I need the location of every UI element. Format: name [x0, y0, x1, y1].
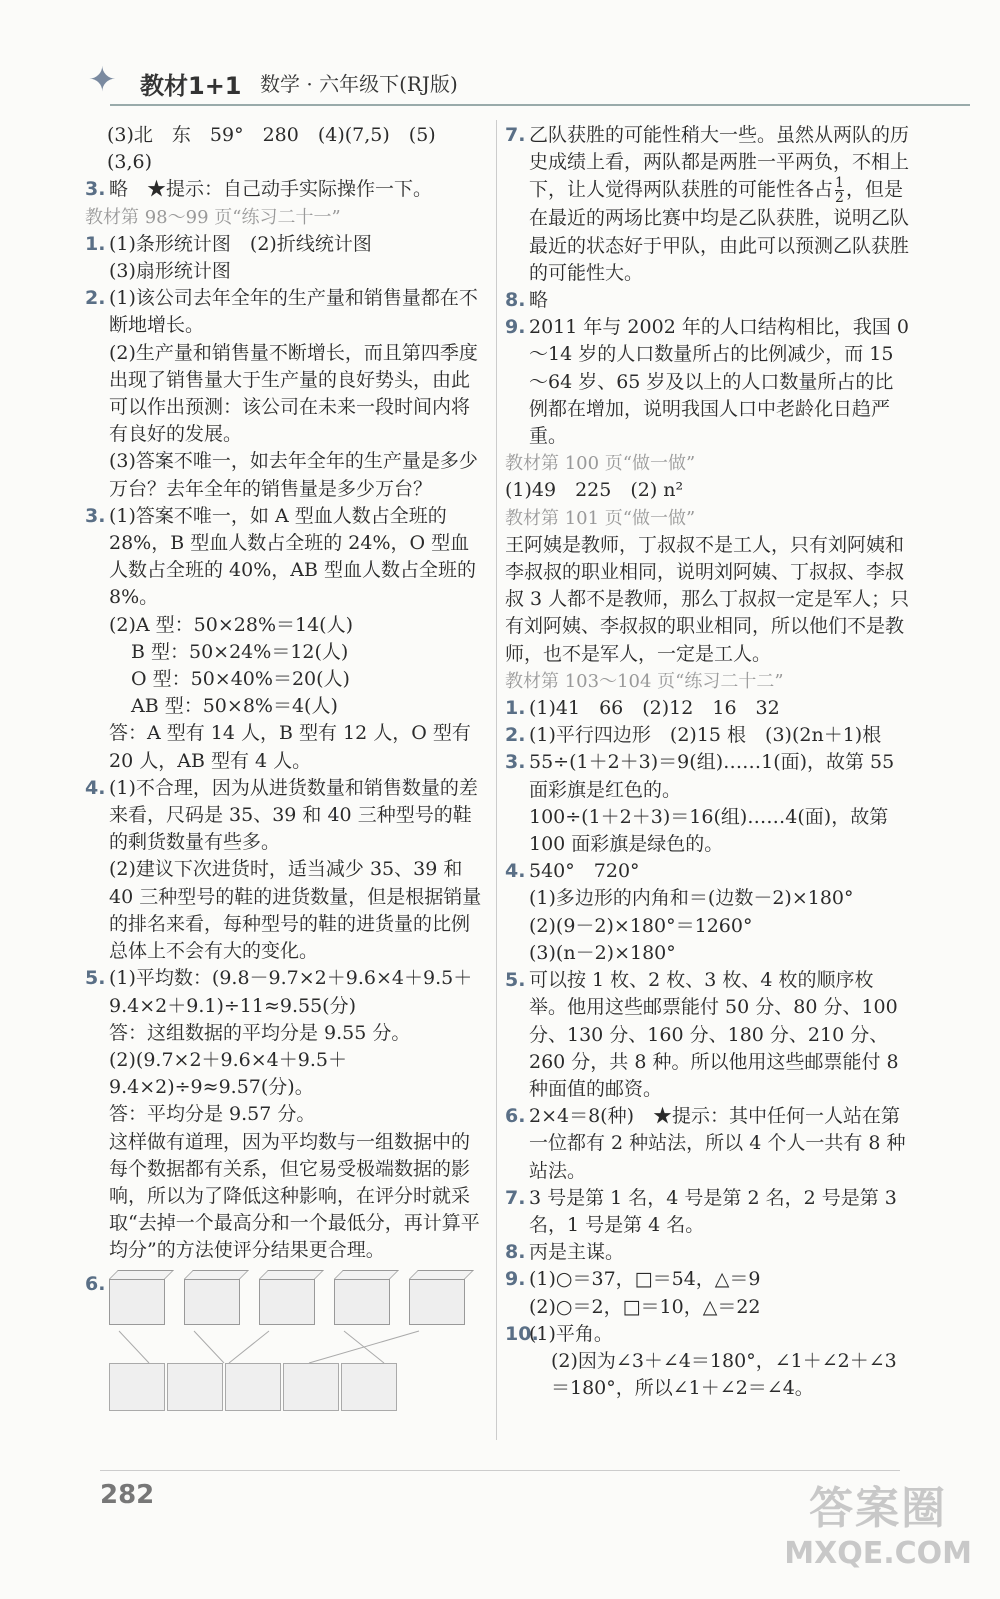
cube-net-shape: [225, 1363, 281, 1411]
item-number: 7.: [505, 124, 526, 146]
answer-text: (1)49 225 (2) n²: [505, 479, 684, 502]
cube-shape: [184, 1279, 240, 1325]
fraction-denominator: 2: [835, 190, 844, 207]
answer-item: [505, 122, 910, 287]
answer-item: [505, 749, 910, 858]
answer-text: (1)○＝37，□＝54，△＝9: [529, 1268, 761, 1291]
item-number: 1.: [85, 232, 106, 255]
answer-text: 答：这组数据的平均分是 9.55 分。: [109, 1021, 411, 1044]
answer-item: [85, 231, 487, 285]
answer-text: (1)该公司去年全年的生产量和销售量都在不断地增长。: [109, 287, 478, 337]
cube-net-shape: [283, 1363, 339, 1411]
answer-text: (1)平角。: [529, 1322, 613, 1345]
answer-text: 这样做有道理，因为平均数与一组数据中的每个数据都有关系，但它易受极端数据的影响，所以为了降低这种影响，在评分时就采取“去掉一个最高分和一个最低分，再计算平均分”的方法使评分结果更合理。: [109, 1130, 480, 1262]
answer-item: [505, 314, 910, 450]
answer-text: (2)生产量和销售量不断增长，而且第四季度出现了销售量大于生产量的良好势头，由此可以作出预测：该公司在未来一段时间内将有良好的发展。: [109, 341, 478, 446]
answer-text: 乙队获胜的可能性稍大一些。虽然从两队的历史成绩上看，两队都是两胜一平两负，不相上下，让人觉得两队获胜的可能性各占: [529, 124, 910, 201]
answer-text: 可以按 1 枚、2 枚、3 枚、4 枚的顺序枚举。他用这些邮票能付 50 分、80 分、100 分、130 分、160 分、180 分、210 分、260 分，共 8 种。所以他用这些邮票能付 8 种面值的邮资。: [529, 969, 899, 1100]
answer-item: [505, 1239, 910, 1266]
item-number: 3.: [85, 504, 106, 527]
answer-text: (2)○＝2，□＝10，△＝22: [529, 1295, 761, 1318]
cube-shape: [259, 1279, 315, 1325]
cube-shape: [334, 1279, 390, 1325]
cube-net-shape: [109, 1363, 165, 1411]
answer-text: (1)平均数：(9.8－9.7×2＋9.6×4＋9.5＋9.4×2＋9.1)÷11≈9.55(分): [109, 967, 473, 1017]
item-number: 8.: [505, 1241, 526, 1264]
answer-text: 2011 年与 2002 年的人口结构相比，我国 0～14 岁的人口数量所占的比例减少，而 15～64 岁、65 岁及以上的人口数量所占的比例都在增加，说明我国人口中老龄化日趋严重。: [529, 316, 909, 448]
answer-item: [505, 287, 910, 314]
section-heading: 教材第 100 页“做一做”: [505, 453, 696, 475]
column-divider: [496, 120, 497, 1440]
answer-text: (2)(9.7×2＋9.6×4＋9.5＋9.4×2)÷9≈9.57(分)。: [109, 1048, 347, 1099]
fraction-numerator: 1: [835, 175, 844, 192]
fraction: [835, 176, 844, 205]
answer-text: (1)41 66 (2)12 16 32: [529, 697, 780, 720]
answer-line: (3)北 东 59° 280 (4)(7,5) (5): [107, 124, 436, 146]
answer-item: [505, 967, 910, 1103]
answer-item: [505, 858, 910, 967]
answer-text: 100÷(1＋2＋3)＝16(组)……4(面)，故第 100 面彩旗是绿色的。: [529, 805, 889, 856]
item-number: 10.: [505, 1322, 539, 1345]
answer-text: (2)因为∠3＋∠4＝180°，∠1＋∠2＋∠3＝180°，所以∠1＋∠2＝∠4。: [551, 1349, 897, 1400]
answer-text: (2)建议下次进货时，适当减少 35、39 和 40 三种型号的鞋的进货数量，但是根据销量的排名来看，每种型号的鞋的进货量的比例总体上不会有大的变化。: [109, 858, 482, 963]
item-number: 6.: [85, 1272, 106, 1295]
star-logo-icon: ✦: [88, 60, 117, 100]
answer-text: 2×4＝8(种) ★提示：其中任何一人站在第一位都有 2 种站法，所以 4 个人一共有 8 种站法。: [529, 1105, 906, 1182]
page-number: 282: [100, 1480, 155, 1510]
watermark-text-en: MXQE.COM: [784, 1536, 972, 1571]
cube-net-shape: [341, 1363, 397, 1411]
item-number: 3.: [85, 178, 106, 201]
answer-text: (3)答案不唯一，如去年全年的生产量是多少万台？去年全年的销售量是多少万台？: [109, 450, 478, 500]
answer-text: (2)A 型：50×28%＝14(人): [109, 613, 354, 636]
right-column: [505, 122, 910, 1402]
answer-item: [505, 1266, 910, 1320]
item-number: 8.: [505, 289, 526, 312]
header-rule: [110, 104, 970, 106]
answer-item: [85, 965, 487, 1264]
answer-item: [505, 722, 910, 749]
item-number: 3.: [505, 751, 526, 774]
item-number: 4.: [85, 776, 106, 799]
answer-text: 丙是主谋。: [529, 1241, 625, 1264]
answer-text: 王阿姨是教师，丁叔叔不是工人，只有刘阿姨和李叔叔的职业相同，说明刘阿姨、丁叔叔、李叔叔 3 人都不是教师，那么丁叔叔一定是军人；只有刘阿姨、李叔叔的职业相同，所以他们不是教师，也不是军人，一定是工人。: [505, 533, 910, 665]
answer-text: (2)(9－2)×180°＝1260°: [529, 914, 753, 937]
answer-text: (1)条形统计图 (2)折线统计图: [109, 232, 372, 255]
answer-item: [85, 503, 487, 775]
answer-item: [505, 1103, 910, 1185]
item-number: 2.: [85, 287, 106, 310]
answer-text: (1)答案不唯一，如 A 型血人数占全班的 28%，B 型血人数占全班的 24%，O 型血人数占全班的 40%，AB 型血人数占全班的 8%。: [109, 504, 476, 609]
footer-rule: [100, 1470, 900, 1471]
cube-net-figure: [109, 1271, 487, 1421]
answer-text: B 型：50×24%＝12(人): [131, 640, 349, 663]
answer-text: 略: [529, 289, 549, 312]
answer-text: 55÷(1＋2＋3)＝9(组)……1(面)，故第 55 面彩旗是红色的。: [529, 751, 895, 801]
header-subtitle: 数学 · 六年级下(RJ版): [260, 72, 458, 96]
answer-text: 略 ★提示：自己动手实际操作一下。: [109, 178, 433, 201]
item-number: 9.: [505, 316, 526, 339]
answer-text: (1)多边形的内角和＝(边数－2)×180°: [529, 887, 854, 910]
watermark-logo: [784, 1472, 972, 1571]
answer-item: [505, 1321, 910, 1403]
answer-text: AB 型：50×8%＝4(人): [131, 695, 338, 718]
item-number: 7.: [505, 1186, 526, 1209]
item-number: 2.: [505, 724, 526, 747]
section-heading: 教材第 101 页“做一做”: [505, 507, 696, 529]
cube-shape: [109, 1279, 165, 1325]
answer-text: O 型：50×40%＝20(人): [131, 668, 350, 691]
item-number: 5.: [505, 969, 526, 992]
answer-item: [505, 695, 910, 722]
answer-text: (3)(n－2)×180°: [529, 941, 676, 964]
answer-text: (1)不合理，因为从进货数量和销售数量的差来看，尺码是 35、39 和 40 三种型号的鞋的剩货数量有些多。: [109, 776, 478, 854]
page-header: [70, 50, 930, 110]
item-number: 1.: [505, 697, 526, 720]
answer-item: [85, 1271, 487, 1421]
cube-shape: [409, 1279, 465, 1325]
answer-text: (3)扇形统计图: [109, 260, 231, 283]
answer-item: [85, 285, 487, 503]
section-heading: 教材第 98～99 页“练习二十一”: [85, 206, 341, 228]
cube-net-shape: [167, 1363, 223, 1411]
left-column: [85, 122, 487, 1421]
answer-item: [85, 176, 487, 203]
item-number: 4.: [505, 860, 526, 883]
item-number: 6.: [505, 1105, 526, 1128]
answer-text: (1)平行四边形 (2)15 根 (3)(2n＋1)根: [529, 724, 882, 747]
answer-line: (3,6): [107, 151, 153, 174]
answer-text: 答：平均分是 9.57 分。: [109, 1103, 316, 1126]
answer-text: 540° 720°: [529, 860, 640, 883]
book-logo-text: 教材1+1: [140, 72, 242, 100]
answer-item: [505, 1185, 910, 1239]
answer-text: 答：A 型有 14 人，B 型有 12 人，O 型有 20 人，AB 型有 4 人。: [109, 722, 471, 772]
watermark-text-cn: 答案圈: [809, 1483, 948, 1534]
answer-text: 3 号是第 1 名，4 号是第 2 名，2 号是第 3 名，1 号是第 4 名。: [529, 1186, 897, 1236]
item-number: 5.: [85, 967, 106, 990]
answer-text: ，但是在最近的两场比赛中均是乙队获胜，说明乙队最近的状态好于甲队，由此可以预测乙队获胜的可能性大。: [529, 178, 910, 284]
item-number: 9.: [505, 1268, 526, 1291]
section-heading: 教材第 103～104 页“练习二十二”: [505, 670, 784, 692]
answer-item: [85, 775, 487, 965]
